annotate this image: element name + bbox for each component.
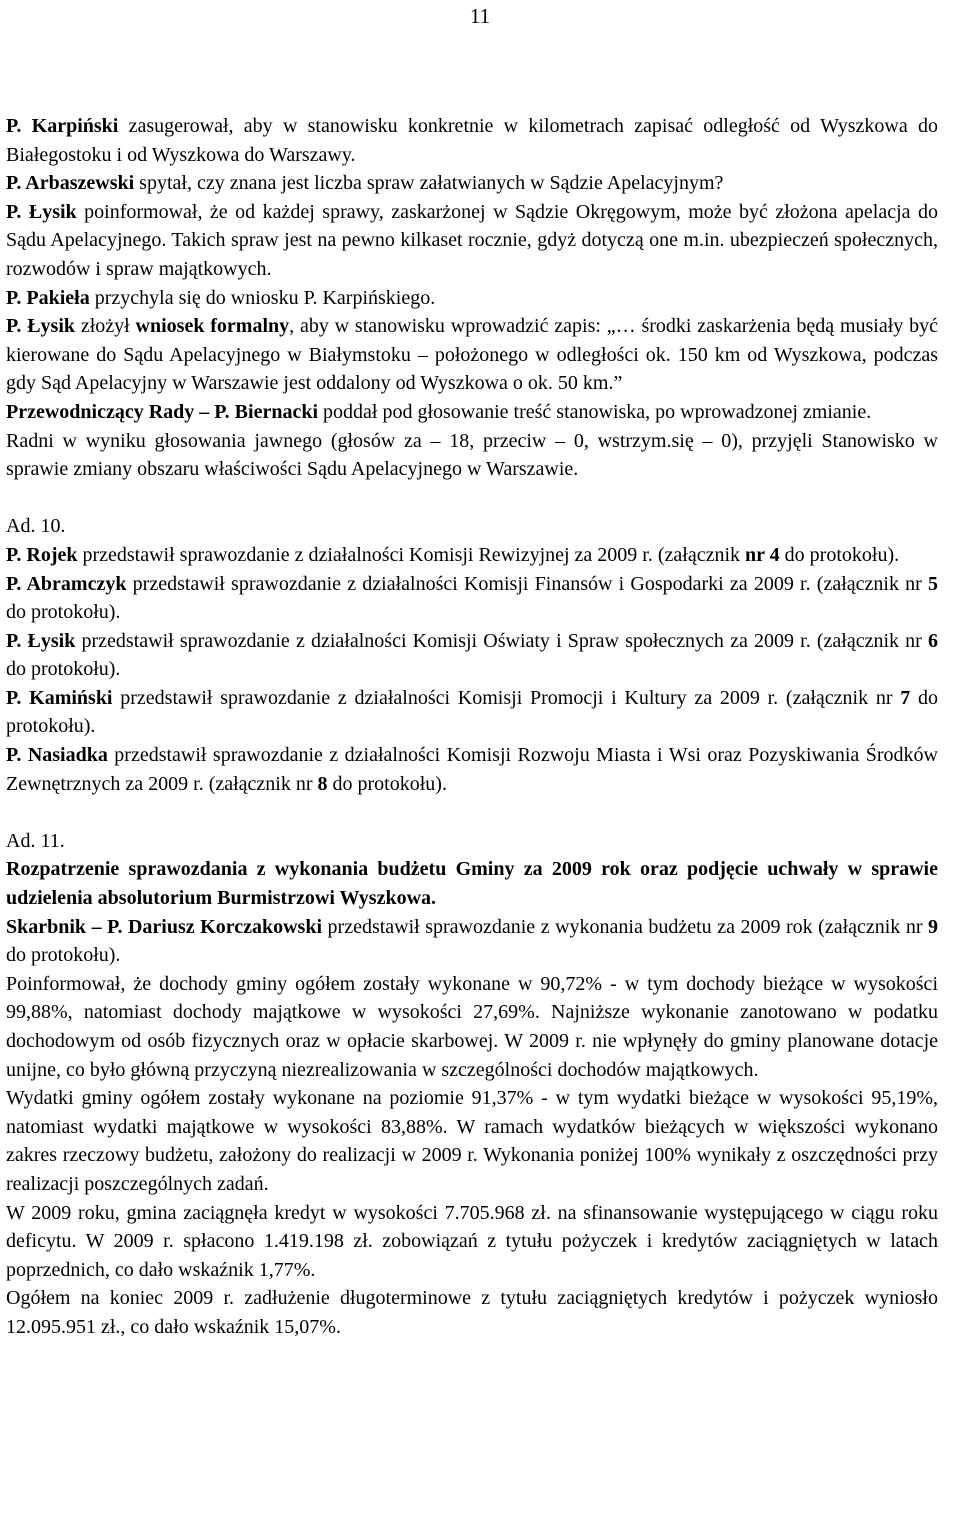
section-heading-ad10: Ad. 10.	[6, 515, 66, 538]
speaker-name: P. Arbaszewski	[6, 172, 135, 195]
attachment-number: 5	[928, 572, 939, 595]
speaker-name: P. Abramczyk	[6, 572, 127, 595]
paragraph-text: poinformował, że od każdej sprawy, zaskarżonej w Sądzie Okręgowym, może być złożona apelacja do Sądu Apelacyjnego. Takich spraw jest na pewno kilkaset rocznie, gdyż dotyczą one m.in. ubezpieczeń społecznych, rozwodów i spraw majątkowych.	[6, 200, 939, 280]
paragraph-debt: Ogółem na koniec 2009 r. zadłużenie długoterminowe z tytułu zaciągniętych kredytów i pożyczek wyniosło 12.095.951 zł., co dało wskaźnik 15,07%.	[6, 1287, 938, 1338]
speaker-name: Skarbnik – P. Dariusz Korczakowski	[6, 915, 323, 938]
section-heading-ad11: Ad. 11.	[6, 829, 65, 852]
report-item: P. Nasiadka przedstawił sprawozdanie z działalności Komisji Rozwoju Miasta i Wsi oraz Pozyskiwania Środków Zewnętrznych za 2009 r. (załącznik nr 8 do protokołu).	[6, 744, 938, 795]
speaker-name: Przewodniczący Rady – P. Biernacki	[6, 400, 319, 423]
paragraph-income: Poinformował, że dochody gminy ogółem zostały wykonane w 90,72% - w tym dochody bieżące w wysokości 99,88%, natomiast dochody majątkowe w wysokości 27,69%. Najniższe wykonanie zanotowano w podatku dochodowym od osób fizycznych oraz w opłacie skarbowej. W 2009 r. nie wpłynęły do gminy planowane dotacje unijne, co było główną przyczyną niezrealizowania w szczególności dochodów majątkowych.	[6, 972, 938, 1081]
report-item: P. Rojek przedstawił sprawozdanie z działalności Komisji Rewizyjnej za 2009 r. (załącznik nr 4 do protokołu).	[6, 543, 900, 566]
report-item: P. Kamiński przedstawił sprawozdanie z działalności Komisji Promocji i Kultury za 2009 r. (załącznik nr 7 do protokołu).	[6, 686, 939, 738]
speaker-name: P. Karpiński	[6, 115, 119, 137]
treasurer-intro: Skarbnik – P. Dariusz Korczakowski przedstawił sprawozdanie z wykonania budżetu za 2009 rok (załącznik nr 9 do protokołu).	[6, 915, 938, 967]
document-body	[6, 112, 938, 1342]
attachment-number: 6	[928, 629, 938, 652]
attachment-number: nr 4	[745, 543, 780, 566]
paragraph-karpinski	[6, 112, 938, 169]
paragraph-chairman	[6, 398, 938, 427]
paragraph-text: spytał, czy znana jest liczba spraw załatwianych w Sądzie Apelacyjnym?	[134, 172, 724, 195]
speaker-name: P. Pakieła	[6, 286, 90, 309]
paragraph-lysik-motion	[6, 312, 938, 398]
paragraph-vote-result: Radni w wyniku głosowania jawnego (głosów za – 18, przeciw – 0, wstrzym.się – 0), przyjęli Stanowisko w sprawie zmiany obszaru właściwości Sądu Apelacyjnego w Warszawie.	[6, 429, 938, 481]
speaker-name: P. Łysik	[6, 200, 77, 223]
paragraph-lysik-info	[6, 198, 938, 284]
paragraph-text: , aby w stanowisku wprowadzić zapis: „… środki zaskarżenia będą musiały być kierowane do Sądu Apelacyjnego w Białymstoku – położonego w odległości ok. 150 km od Wyszkowa, podczas gdy Sąd Apelacyjny w Warszawie jest oddalony od Wyszkowa o ok. 50 km.”	[6, 315, 938, 395]
paragraph-expenses: Wydatki gminy ogółem zostały wykonane na poziomie 91,37% - w tym wydatki bieżące w wysokości 95,19%, natomiast wydatki majątkowe w wysokości 83,88%. W ramach wydatków bieżących w większości wykonano zakres rzeczowy budżetu, założony do realizacji w 2009 r. Wykonania poniżej 100% wynikały z oszczędności przy realizacji poszczególnych zadań.	[6, 1087, 938, 1195]
motion-label: wniosek formalny	[135, 315, 290, 338]
report-item: P. Abramczyk przedstawił sprawozdanie z działalności Komisji Finansów i Gospodarki za 2009 r. (załącznik nr 5 do protokołu).	[6, 572, 939, 624]
paragraph-arbaszewski	[6, 169, 938, 198]
page-number: 11	[469, 4, 491, 28]
attachment-number: 9	[928, 915, 938, 938]
paragraph-text: złożył	[75, 315, 136, 338]
speaker-name: P. Łysik	[6, 315, 76, 338]
paragraph-text: przychyla się do wniosku P. Karpińskiego.	[89, 286, 436, 309]
speaker-name: P. Kamiński	[6, 686, 113, 709]
speaker-name: P. Łysik	[6, 629, 76, 652]
paragraph-pakiela	[6, 284, 938, 313]
paragraph-text: poddał pod głosowanie treść stanowiska, po wprowadzonej zmianie.	[318, 400, 872, 423]
paragraph-credit: W 2009 roku, gmina zaciągnęła kredyt w wysokości 7.705.968 zł. na sfinansowanie występującego w ciągu roku deficytu. W 2009 r. spłacono 1.419.198 zł. zobowiązań z tytułu pożyczek i kredytów zaciągniętych w latach poprzednich, co dało wskaźnik 1,77%.	[6, 1201, 938, 1281]
speaker-name: P. Rojek	[6, 543, 78, 566]
spacer	[6, 484, 938, 513]
attachment-number: 7	[900, 686, 911, 709]
speaker-name: P. Nasiadka	[6, 744, 108, 767]
section-title-ad11: Rozpatrzenie sprawozdania z wykonania budżetu Gminy za 2009 rok oraz podjęcie uchwały w sprawie udzielenia absolutorium Burmistrzowi Wyszkowa.	[6, 858, 938, 910]
report-item: P. Łysik przedstawił sprawozdanie z działalności Komisji Oświaty i Spraw społecznych za 2009 r. (załącznik nr 6 do protokołu).	[6, 629, 938, 681]
paragraph-text: zasugerował, aby w stanowisku konkretnie w kilometrach zapisać odległość od Wyszkowa do Białegostoku i od Wyszkowa do Warszawy.	[6, 115, 938, 166]
spacer	[6, 798, 938, 827]
attachment-number: 8	[317, 772, 328, 795]
